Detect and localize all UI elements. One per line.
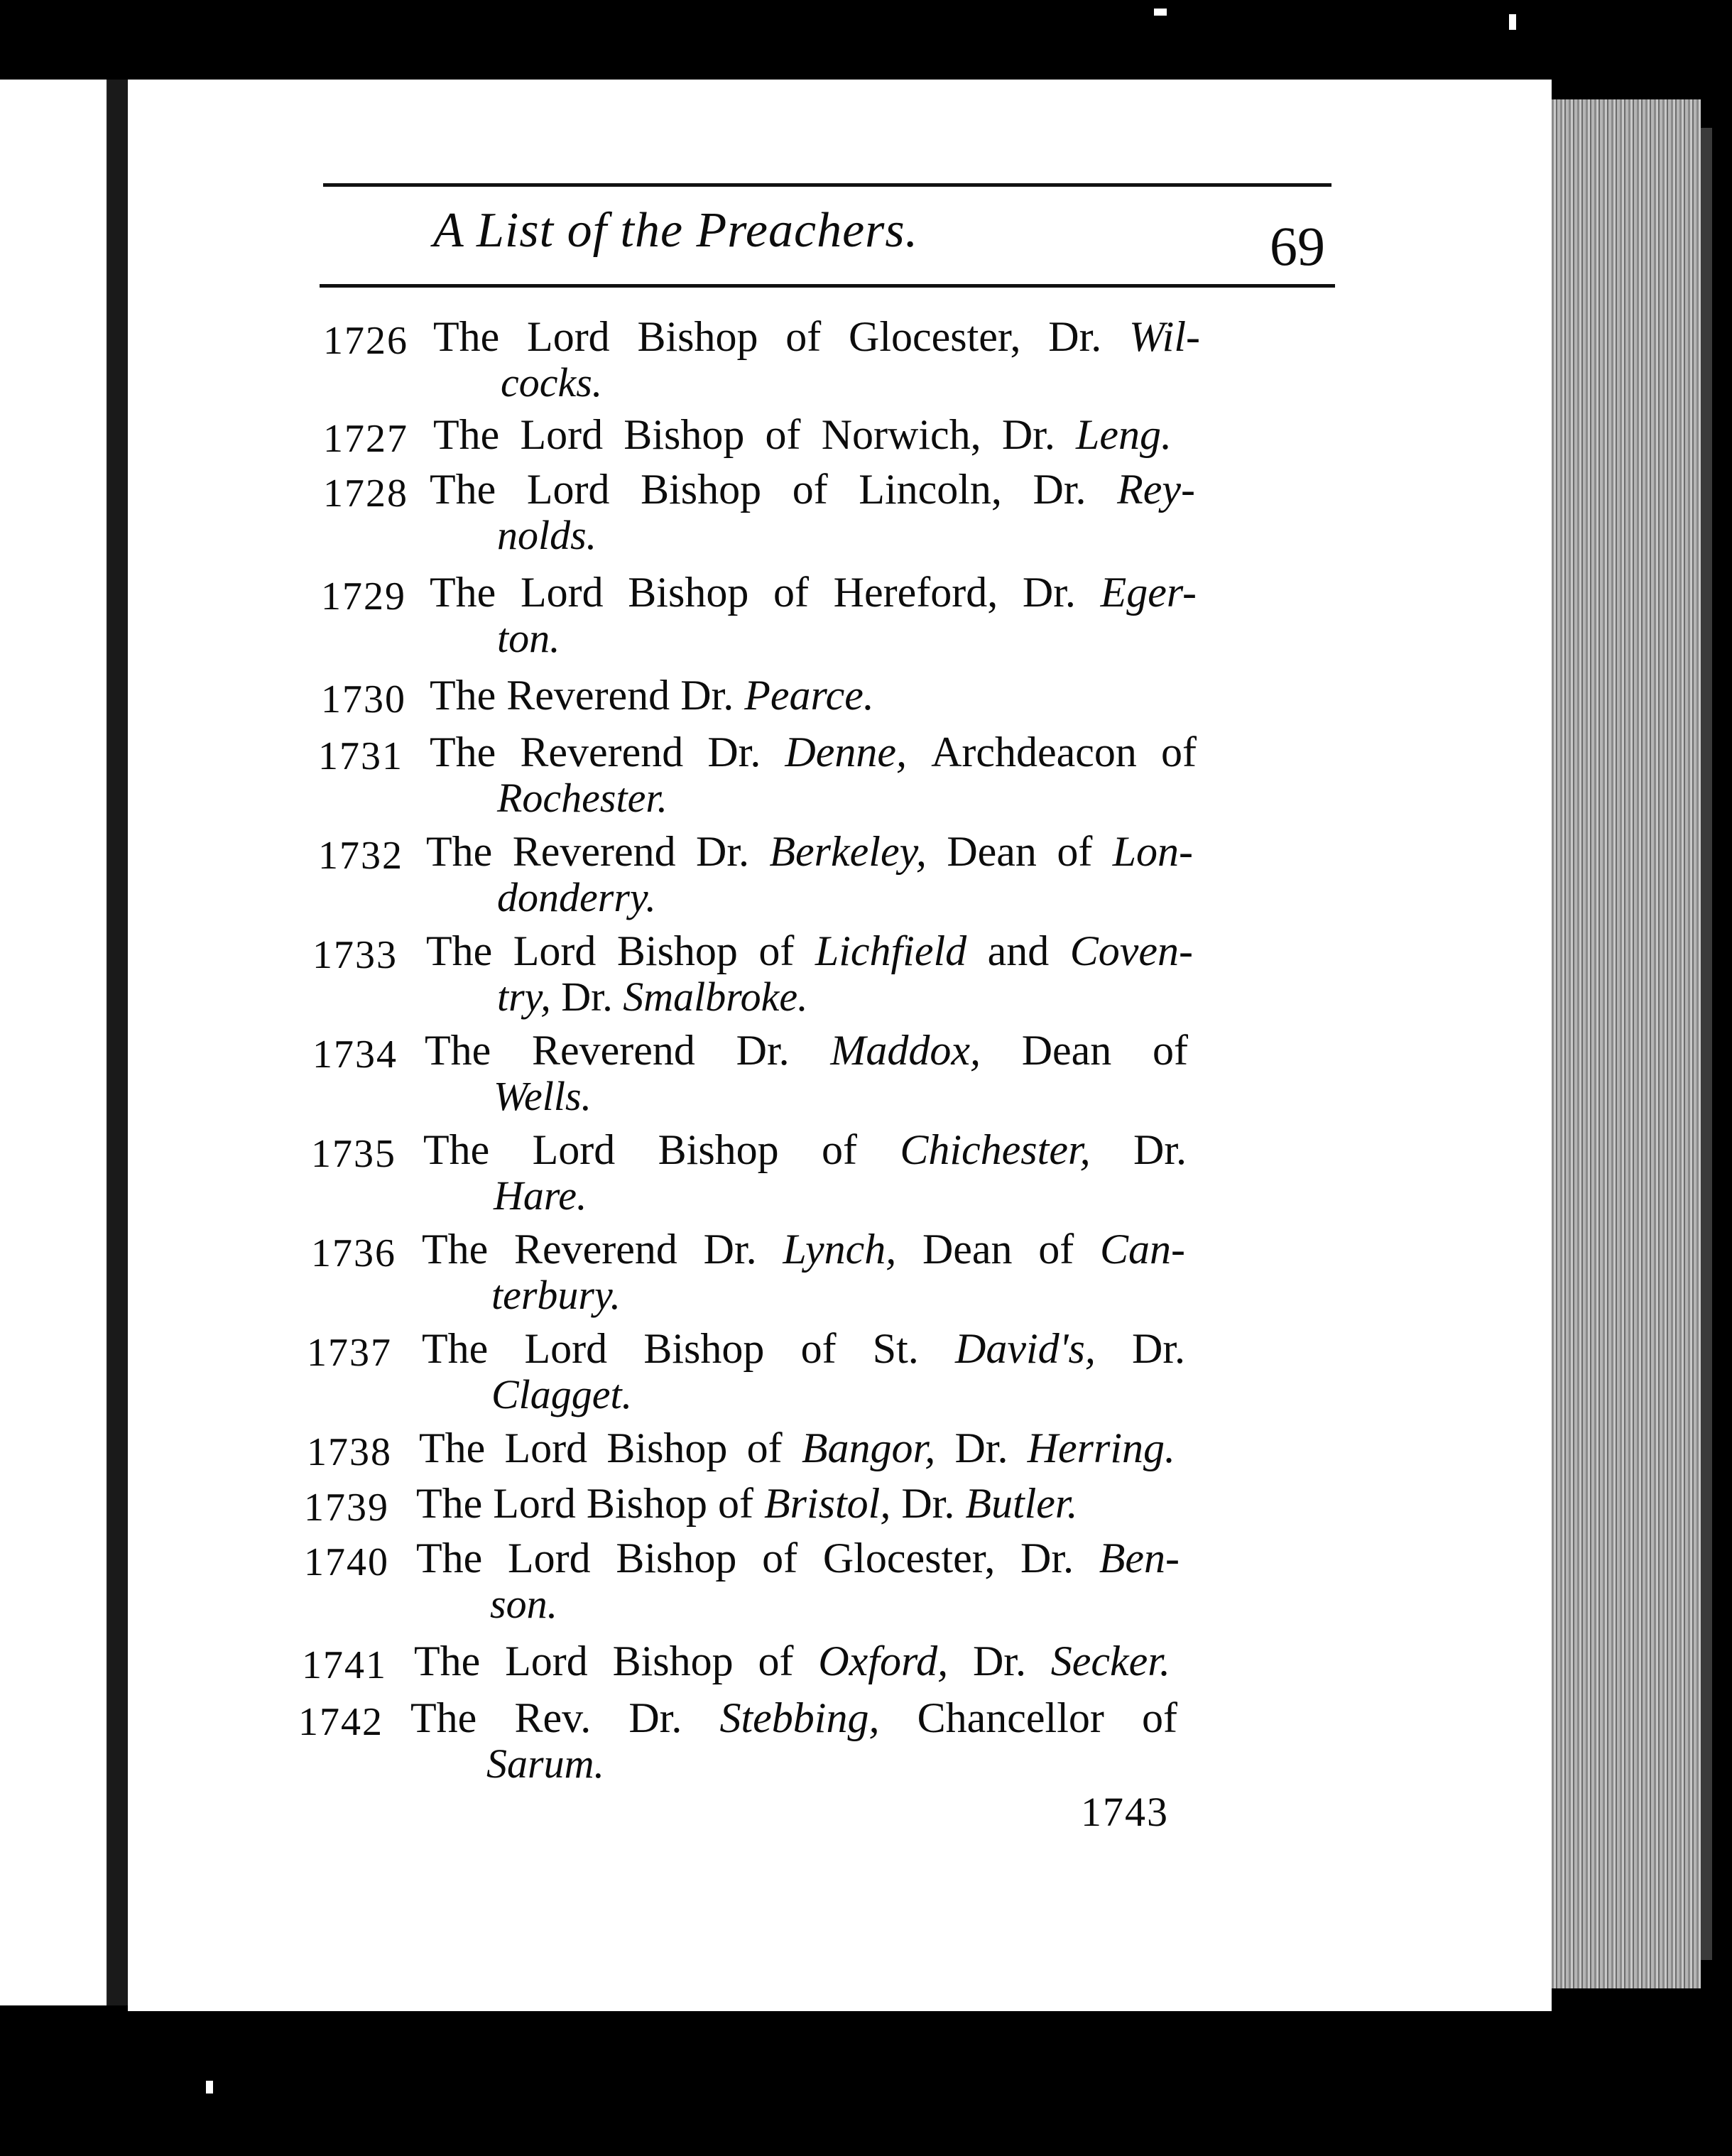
entry-continuation: terbury. <box>491 1272 621 1318</box>
entry-year: 1736 <box>311 1231 396 1275</box>
entry-year: 1740 <box>304 1540 389 1584</box>
facing-page-edge <box>0 80 111 2005</box>
entry-year: 1731 <box>318 734 403 778</box>
page-number: 69 <box>1270 215 1325 277</box>
entry-continuation: son. <box>490 1581 558 1627</box>
entry-text: The Lord Bishop of Glocester, Dr. Wil- <box>433 313 1200 360</box>
entry-continuation: donderry. <box>497 874 656 920</box>
entry-continuation: Hare. <box>494 1172 587 1219</box>
scan-speck <box>206 2081 213 2094</box>
entry-year: 1728 <box>323 472 408 516</box>
entry-text: The Reverend Dr. Berkeley, Dean of Lon- <box>426 828 1194 875</box>
header-bottom-rule <box>320 284 1335 288</box>
entry-year: 1727 <box>323 417 408 461</box>
entry-text: The Lord Bishop of Lichfield and Coven- <box>426 927 1194 974</box>
entry-text: The Reverend Dr. Maddox, Dean of <box>425 1027 1189 1074</box>
entry-continuation: Clagget. <box>491 1371 633 1417</box>
entry-text: The Lord Bishop of Lincoln, Dr. Rey- <box>430 466 1196 513</box>
entry-continuation: Wells. <box>494 1073 592 1119</box>
entry-text: The Rev. Dr. Stebbing, Chancellor of <box>410 1694 1177 1741</box>
entry-year: 1726 <box>323 319 408 363</box>
running-head-title: A List of the Preachers. <box>433 203 919 258</box>
entry-continuation: try, Dr. Smalbroke. <box>497 974 808 1020</box>
entry-text: The Reverend Dr. Lynch, Dean of Can- <box>422 1226 1185 1273</box>
entry-text: The Lord Bishop of Bristol, Dr. Butler. <box>416 1480 1078 1527</box>
entry-year: 1735 <box>311 1132 396 1176</box>
entry-year: 1737 <box>307 1331 392 1375</box>
entry-text: The Lord Bishop of Glocester, Dr. Ben- <box>416 1535 1180 1581</box>
entry-year: 1742 <box>298 1700 383 1744</box>
entry-continuation: nolds. <box>497 512 597 558</box>
entry-text: The Lord Bishop of St. David's, Dr. <box>422 1325 1186 1372</box>
header-top-rule <box>323 183 1331 187</box>
page-block-edge <box>1552 99 1701 1988</box>
catchword: 1743 <box>1081 1789 1169 1835</box>
entry-text: The Lord Bishop of Norwich, Dr. Leng. <box>433 411 1172 458</box>
book-gutter <box>108 80 128 2005</box>
entry-continuation: Sarum. <box>486 1741 604 1787</box>
scan-speck <box>1154 9 1167 16</box>
entry-year: 1734 <box>312 1033 398 1077</box>
entry-continuation: cocks. <box>501 359 603 405</box>
entry-year: 1739 <box>304 1486 389 1530</box>
entry-year: 1738 <box>307 1430 392 1474</box>
entry-year: 1741 <box>302 1643 387 1687</box>
entry-year: 1729 <box>321 575 406 619</box>
scan-speck <box>1509 14 1516 30</box>
entry-text: The Lord Bishop of Oxford, Dr. Secker. <box>414 1638 1171 1684</box>
entry-continuation: ton. <box>497 615 560 661</box>
entry-continuation: Rochester. <box>497 775 668 821</box>
entry-text: The Lord Bishop of Chichester, Dr. <box>423 1126 1187 1173</box>
entry-year: 1730 <box>321 677 406 722</box>
cover-edge <box>1701 128 1712 1960</box>
entry-text: The Lord Bishop of Hereford, Dr. Eger- <box>430 569 1197 616</box>
entry-year: 1733 <box>312 933 398 977</box>
entry-text: The Reverend Dr. Pearce. <box>430 672 874 719</box>
entry-text: The Lord Bishop of Bangor, Dr. Herring. <box>419 1425 1176 1471</box>
entry-year: 1732 <box>318 834 403 878</box>
entry-text: The Reverend Dr. Denne, Archdeacon of <box>430 729 1197 775</box>
